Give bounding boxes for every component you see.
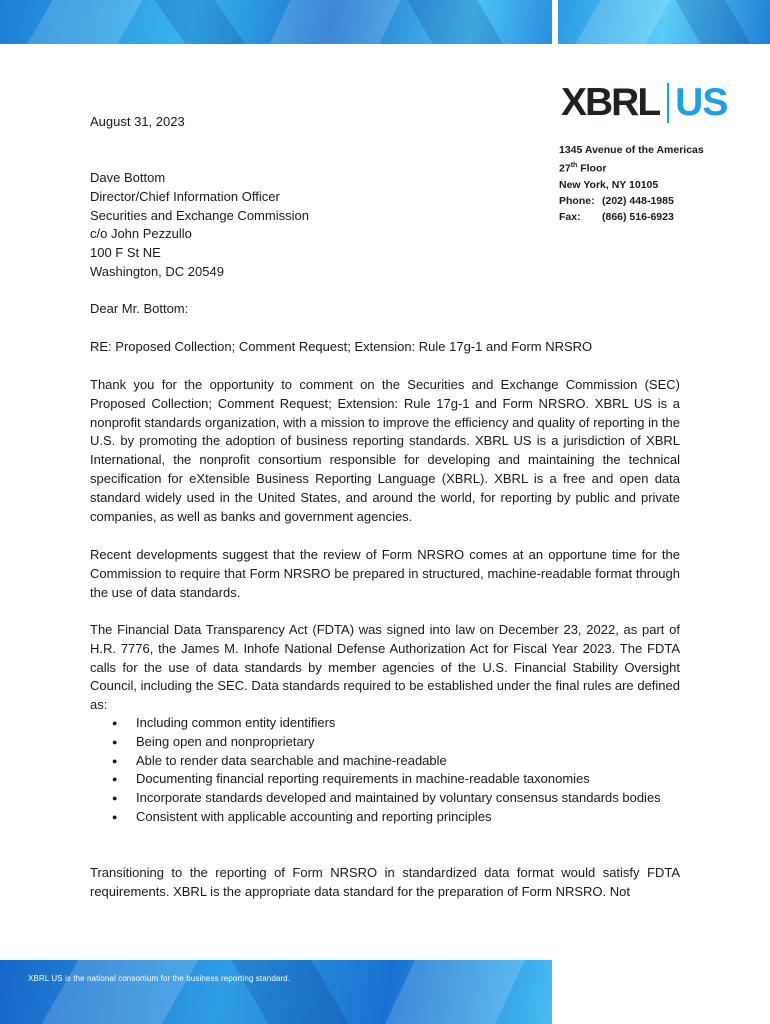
sender-address bbox=[559, 142, 704, 225]
header-band-right bbox=[558, 0, 770, 44]
paragraph-transition: Transitioning to the reporting of Form NRSRO in standardized data format would satisfy FDTA requirements. XBRL is the appropriate data standard for the preparation of Form NRSRO. Not bbox=[90, 865, 680, 899]
list-item: ● Incorporate standards developed and maintained by voluntary consensus standards bodies bbox=[90, 789, 680, 808]
floor-word: Floor bbox=[580, 162, 607, 175]
header-band-left bbox=[0, 0, 552, 44]
fax-value: (866) 516-6923 bbox=[602, 210, 674, 223]
footer-tagline: XBRL US is the national consortium for the business reporting standard. bbox=[28, 974, 291, 983]
phone-value: (202) 448-1985 bbox=[602, 194, 674, 207]
band-facet bbox=[575, 0, 670, 44]
band-facet bbox=[270, 0, 401, 44]
letter-date: August 31, 2023 bbox=[90, 114, 185, 129]
list-item: ● Able to render data searchable and machine-readable bbox=[90, 752, 680, 771]
band-facet bbox=[42, 960, 199, 1024]
band-facet bbox=[407, 0, 502, 44]
subject-line: RE: Proposed Collection; Comment Request; Extension: Rule 17g-1 and Form NRSRO bbox=[90, 339, 593, 354]
band-facet bbox=[675, 0, 750, 44]
recipient-line: Dave Bottom bbox=[90, 170, 166, 185]
footer-band bbox=[0, 960, 552, 1024]
band-facet bbox=[385, 960, 525, 1024]
list-item: ● Consistent with applicable accounting and reporting principles bbox=[90, 808, 680, 827]
recipient-line: 100 F St NE bbox=[90, 245, 161, 261]
address-floor bbox=[559, 158, 704, 177]
phone-label: Phone: bbox=[559, 194, 595, 207]
address-street: 1345 Avenue of the Americas bbox=[559, 144, 704, 156]
fax-label: Fax: bbox=[559, 210, 581, 223]
recipient-line: c/o John Pezzullo bbox=[90, 226, 192, 242]
list-item: ● Being open and nonproprietary bbox=[90, 733, 680, 752]
floor-number: 27 bbox=[559, 162, 571, 175]
address-fax bbox=[559, 209, 704, 225]
list-item: ● Documenting financial reporting requirements in machine-readable taxonomies bbox=[90, 770, 680, 789]
floor-suffix: th bbox=[570, 162, 578, 169]
band-facet bbox=[155, 0, 246, 44]
paragraph-developments: Recent developments suggest that the review of Form NRSRO comes at an opportune time for the Commission to require that Form NRSRO be prepared in structured, machine-readable format through the use of data standards. bbox=[90, 547, 680, 600]
logo-us-text: US bbox=[675, 81, 728, 124]
recipient-line: Washington, DC 20549 bbox=[90, 263, 224, 279]
address-phone bbox=[559, 193, 704, 209]
band-facet bbox=[27, 0, 142, 44]
recipient-line: Securities and Exchange Commission bbox=[90, 207, 309, 223]
band-facet bbox=[232, 960, 349, 1024]
list-item: ● Including common entity identifiers bbox=[90, 714, 680, 733]
logo-xbrl-text: XBRL bbox=[561, 81, 660, 124]
data-standards-list bbox=[90, 714, 680, 827]
paragraph-fdta: The Financial Data Transparency Act (FDTA) was signed into law on December 23, 2022, as part of H.R. 7776, the James M. Inhofe National Defense Authorization Act for Fiscal Year 2023. The FDTA calls for the use of data standards by member agencies of the U.S. Financial Stability Oversight Council, including the SEC. Data standards required to be established under the final rules are defined as: bbox=[90, 622, 680, 713]
paragraph-intro: Thank you for the opportunity to comment on the Securities and Exchange Commission (SEC) Proposed Collection; Comment Request; Extension: Rule 17g-1 and Form NRSRO. XBRL US is a nonprofit standards organization, with a mission to improve the efficiency and quality of reporting in the U.S. by promoting the adoption of business reporting standards. XBRL US is a jurisdiction of XBRL International, the nonprofit consortium responsible for developing and maintaining the technical specification for eXtensible Business Reporting Language (XBRL). XBRL is a free and open data standard widely used in the United States, and around the world, for reporting by public and private companies, as well as banks and government agencies. bbox=[90, 377, 680, 524]
address-city: New York, NY 10105 bbox=[559, 178, 659, 191]
recipient-block bbox=[90, 169, 309, 282]
logo-divider bbox=[667, 83, 669, 123]
recipient-line: Director/Chief Information Officer bbox=[90, 188, 280, 204]
salutation: Dear Mr. Bottom: bbox=[90, 301, 189, 316]
xbrl-us-logo bbox=[561, 82, 727, 124]
